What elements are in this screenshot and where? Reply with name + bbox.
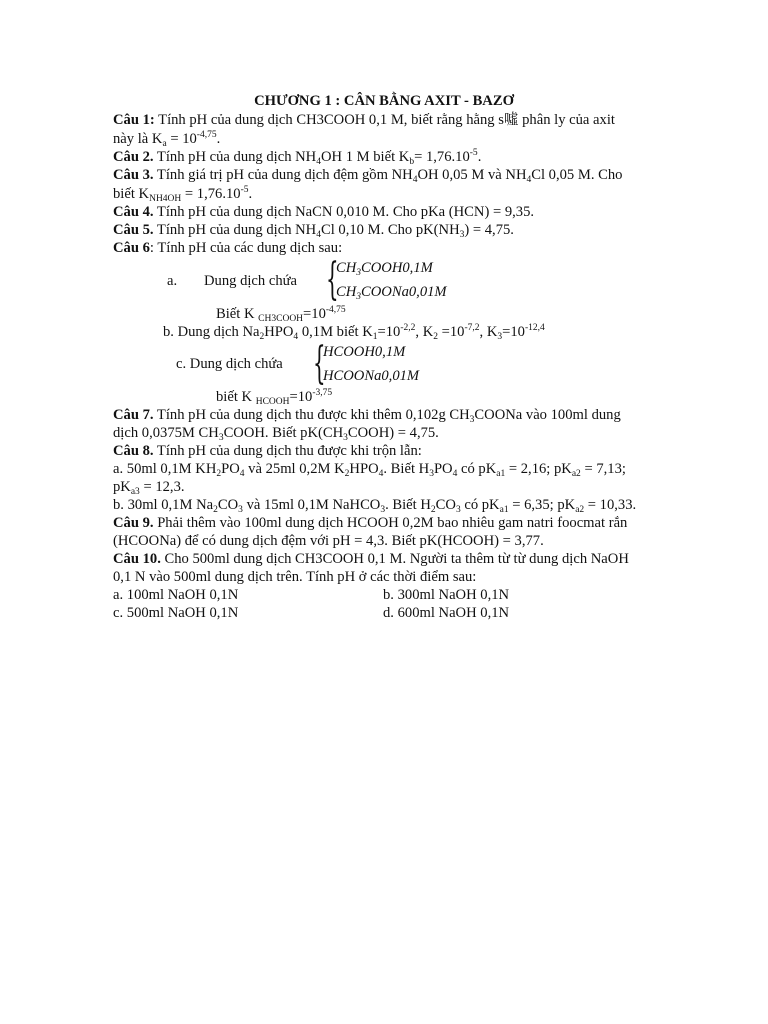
question-6c-text: c. Dung dịch chứa — [176, 356, 283, 372]
question-6a-label: a. — [167, 273, 178, 289]
question-7-line-1: Câu 7. Tính pH của dung dịch thu được khi thêm 0,102g $CH_3COONa$ vào 100ml dung — [113, 407, 621, 425]
question-10-option-a: a. 100ml NaOH 0,1N — [113, 587, 239, 603]
question-1-label: Câu 1: — [113, 112, 155, 128]
question-9-line-1: Câu 9. Phải thêm vào 100ml dung dịch HCOOH 0,2M bao nhiêu gam natri foocmat rắn — [113, 515, 628, 531]
question-2: Câu 2. Tính pH của dung dịch $NH_4OH$ 1 M biết $K_b= 1,76.10^{-5}$. — [113, 148, 482, 167]
question-8a-line-2: $pK_{a3} = 12,3$. — [113, 479, 185, 497]
question-6: Câu 6: Tính pH của các dung dịch sau: — [113, 240, 343, 256]
question-6a-constant: Biết K $_{CH3COOH}=10^{-4,75}$ — [216, 305, 346, 324]
question-9-label: Câu 9. — [113, 515, 154, 531]
question-7-line-2: dịch 0,0375M $CH_3COOH$. Biết $pK(CH_3COOH) = 4,75$. — [113, 425, 439, 443]
question-6b: b. Dung dịch $Na_2HPO_4$ 0,1M biết $K_1=10^{-2,2}$, $K_2 =10^{-7,2}$, $K_3=10^{-12,4}$ — [163, 323, 545, 342]
question-9-line-2: (HCOONa) để có dung dịch đệm với pH = 4,3. Biết pK(HCOOH) = 3,77. — [113, 533, 544, 549]
question-2-label: Câu 2. — [113, 149, 154, 165]
question-5-label: Câu 5. — [113, 222, 154, 238]
question-3-line-1: Câu 3. Tính giá trị pH của dung dịch đệm gồm $NH_4OH$ 0,05 M và $NH_4Cl$ 0,05 M. Cho — [113, 167, 623, 185]
brace-6c: { — [313, 338, 326, 389]
question-10-label: Câu 10. — [113, 551, 161, 567]
question-7-label: Câu 7. — [113, 407, 154, 423]
question-6c-eq-2: HCOONa0,01M — [323, 368, 420, 384]
question-10-option-d: d. 600ml NaOH 0,1N — [383, 605, 510, 621]
chapter-title: CHƯƠNG 1 : CÂN BẰNG AXIT - BAZƠ — [254, 93, 514, 109]
question-4: Câu 4. Tính pH của dung dịch NaCN 0,010 M. Cho pKa (HCN) = 9,35. — [113, 204, 535, 220]
question-8-label: Câu 8. — [113, 443, 154, 459]
question-3-line-2: biết $K_{NH4OH} = 1,76.10^{-5}$. — [113, 185, 253, 204]
question-8: Câu 8. Tính pH của dung dịch thu được khi trộn lẫn: — [113, 443, 422, 459]
question-1-line-1: Câu 1: Tính pH của dung dịch CH3COOH 0,1 M, biết rằng hằng s噓 phân ly của axit — [113, 112, 615, 128]
question-5: Câu 5. Tính pH của dung dịch $NH_4Cl$ 0,10 M. Cho $pK(NH_3) = 4,75$. — [113, 222, 514, 240]
question-6c-constant: biết K $_{HCOOH}=10^{-3,75}$ — [216, 388, 333, 407]
question-6a-eq-2: $CH_3COONa0,01M$ — [336, 284, 447, 302]
question-6a-text: Dung dịch chứa — [204, 273, 298, 289]
question-4-label: Câu 4. — [113, 204, 154, 220]
question-10-option-c: c. 500ml NaOH 0,1N — [113, 605, 239, 621]
question-6a-eq-1: $CH_3COOH0,1M$ — [336, 260, 433, 278]
question-6c-eq-1: HCOOH0,1M — [323, 344, 406, 360]
question-10-option-b: b. 300ml NaOH 0,1N — [383, 587, 510, 603]
question-3-label: Câu 3. — [113, 167, 154, 183]
question-10-line-2: 0,1 N vào 500ml dung dịch trên. Tính pH ở các thời điểm sau: — [113, 569, 477, 585]
question-8a-line-1: a. 50ml 0,1M $KH_2PO_4$ và 25ml 0,2M $K_2HPO_4$. Biết $H_3PO_4$ có $pK_{a1} = 2,16$; $pK_{a2} = 7,13$; — [113, 461, 626, 479]
question-1-line-2: này là $K_a = 10^{-4,75}$. — [113, 130, 221, 149]
question-8b: b. 30ml 0,1M $Na_2CO_3$ và 15ml 0,1M NaHCO$_3$. Biết $H_2CO_3$ có $pK_{a1} = 6,35$; $pK_{a2} = 10,33$. — [113, 497, 637, 515]
brace-6a: { — [326, 254, 339, 305]
question-6-label: Câu 6 — [113, 240, 150, 256]
question-10-line-1: Câu 10. Cho 500ml dung dịch CH3COOH 0,1 M. Người ta thêm từ từ dung dịch NaOH — [113, 551, 629, 567]
